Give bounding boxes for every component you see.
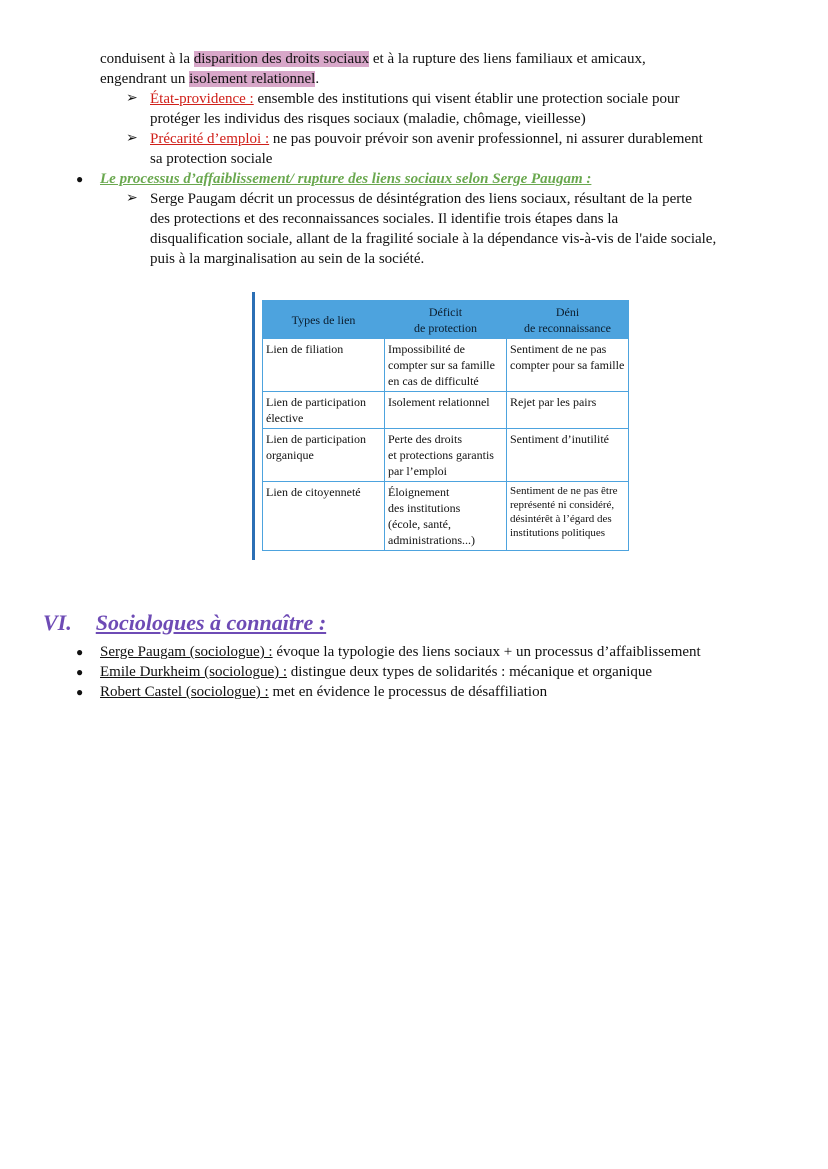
sociologist-paugam — [100, 642, 701, 662]
table-cell: Éloignement des institutions (école, santé, administrations...) — [385, 482, 507, 551]
table-row — [263, 429, 629, 482]
arrow-bullet-icon: ➢ — [126, 191, 138, 206]
section-title: Sociologues à connaître : — [95, 610, 327, 635]
bullet-icon: ● — [76, 685, 84, 699]
table-cell: Sentiment de ne pas être représenté ni considéré, désintérêt à l’égard des institutions politiques — [507, 482, 629, 551]
table-cell: Isolement relationnel — [385, 392, 507, 429]
def-text: ensemble des institutions qui visent établir une protection sociale pour — [253, 91, 680, 107]
highlight-droits-sociaux: disparition des droits sociaux — [193, 51, 370, 67]
section-heading — [43, 610, 326, 636]
paugam-line-3: disqualification sociale, allant de la fragilité sociale à la dépendance vis-à-vis de l'aide sociale, — [150, 231, 717, 247]
bullet-icon: ● — [76, 665, 84, 679]
intro-text: engendrant un — [100, 71, 190, 87]
sociologist-desc: évoque la typologie des liens sociaux + un processus d’affaiblissement — [272, 644, 701, 660]
arrow-bullet-icon: ➢ — [126, 91, 138, 106]
table-row — [263, 482, 629, 551]
table-header: Types de lien — [263, 301, 385, 339]
paugam-line-1: Serge Paugam décrit un processus de désintégration des liens sociaux, résultant de la perte — [150, 191, 693, 207]
intro-line-1 — [100, 49, 646, 69]
table-cell: Lien de participation élective — [263, 392, 385, 429]
table-cell: Lien de filiation — [263, 339, 385, 392]
table-cell: Lien de participation organique — [263, 429, 385, 482]
highlight-isolement: isolement relationnel — [189, 71, 316, 87]
table-row — [263, 339, 629, 392]
sociologist-name: Robert Castel (sociologue) : — [100, 684, 269, 700]
def-etat-providence — [150, 89, 679, 109]
paugam-line-2: des protections et des reconnaissances sociales. Il identifie trois étapes dans la — [150, 211, 619, 227]
liens-sociaux-table-image — [252, 292, 637, 560]
intro-text: et à la rupture des liens familiaux et amicaux, — [369, 51, 646, 67]
sociologist-name: Emile Durkheim (sociologue) : — [100, 664, 288, 680]
table-cell: Sentiment de ne pas compter pour sa famille — [507, 339, 629, 392]
bullet-icon: ● — [76, 645, 84, 659]
arrow-bullet-icon: ➢ — [126, 131, 138, 146]
sociologist-castel — [100, 682, 547, 702]
table-header: Déficit de protection — [385, 301, 507, 339]
liens-sociaux-table — [262, 300, 629, 551]
intro-text: conduisent à la — [100, 51, 194, 67]
table-cell: Rejet par les pairs — [507, 392, 629, 429]
term-etat-providence: État-providence : — [150, 91, 254, 107]
def-etat-providence-cont: protéger les individus des risques sociaux (maladie, chômage, vieillesse) — [150, 111, 586, 127]
sociologist-desc: distingue deux types de solidarités : mécanique et organique — [287, 664, 653, 680]
table-cell: Lien de citoyenneté — [263, 482, 385, 551]
table-row — [263, 392, 629, 429]
term-precarite: Précarité d’emploi : — [150, 131, 270, 147]
def-text: ne pas pouvoir prévoir son avenir professionnel, ni assurer durablement — [269, 131, 703, 147]
intro-text: . — [315, 71, 320, 87]
def-precarite-cont: sa protection sociale — [150, 151, 273, 167]
sociologist-durkheim — [100, 662, 652, 682]
def-precarite — [150, 129, 703, 149]
table-cell: Sentiment d’inutilité — [507, 429, 629, 482]
intro-line-2 — [100, 69, 319, 89]
bullet-icon: ● — [76, 172, 84, 186]
sociologist-name: Serge Paugam (sociologue) : — [100, 644, 273, 660]
paugam-line-4: puis à la marginalisation au sein de la société. — [150, 251, 425, 267]
table-cell: Perte des droits et protections garantis par l’emploi — [385, 429, 507, 482]
section-number: VI. — [43, 610, 72, 635]
paugam-heading: Le processus d’affaiblissement/ rupture des liens sociaux selon Serge Paugam : — [100, 171, 592, 187]
sociologist-desc: met en évidence le processus de désaffiliation — [268, 684, 548, 700]
table-cell: Impossibilité de compter sur sa famille en cas de difficulté — [385, 339, 507, 392]
table-header: Déni de reconnaissance — [507, 301, 629, 339]
